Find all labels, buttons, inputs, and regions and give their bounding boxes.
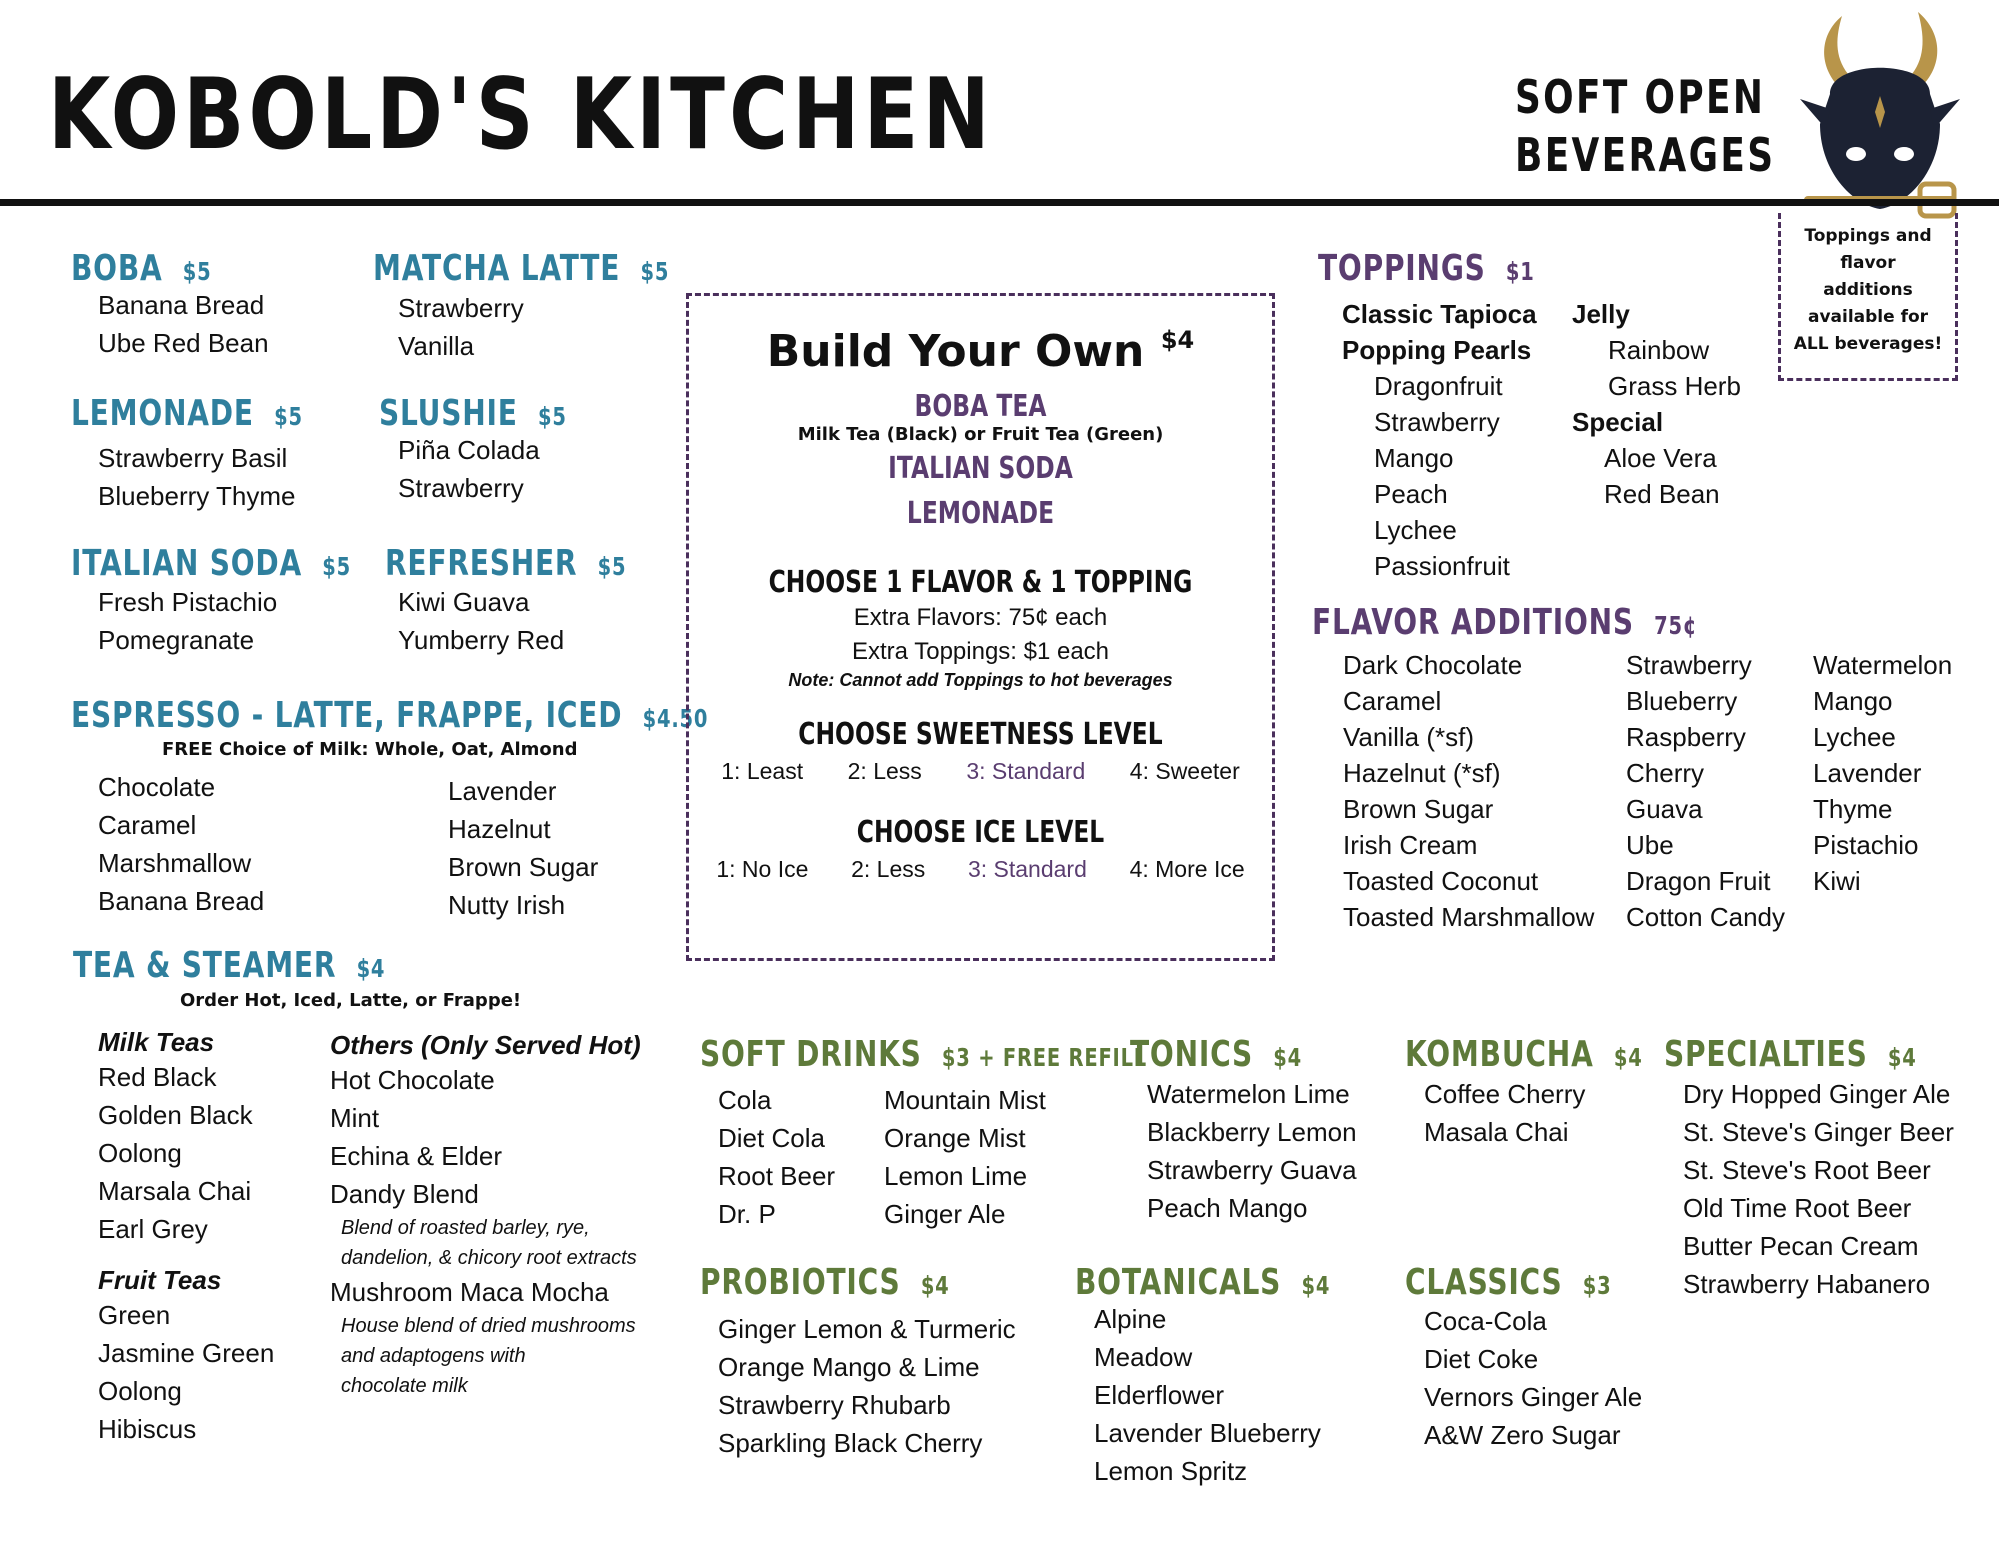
section-name: TEA & STEAMER: [73, 945, 337, 986]
section-title-espresso: [71, 695, 708, 736]
list-item: Grass Herb: [1608, 371, 1741, 401]
list-item: Mushroom Maca Mocha: [330, 1277, 609, 1307]
list-item: Lychee: [1374, 515, 1457, 545]
list-item: Fresh Pistachio: [98, 587, 278, 617]
sweetness-option: 1: Least: [721, 758, 804, 784]
section-price: $5: [322, 552, 351, 581]
list-item: St. Steve's Root Beer: [1683, 1155, 1931, 1185]
list-item: Green: [98, 1300, 171, 1330]
list-item: Toasted Coconut: [1343, 866, 1539, 896]
header-divider: [0, 199, 1999, 206]
flavor-list-3: [1813, 647, 1952, 899]
section-price: $1: [1505, 257, 1535, 286]
soft-drinks-list-1: [718, 1081, 835, 1233]
list-item: Kiwi Guava: [398, 587, 530, 617]
section-name: MATCHA LATTE: [373, 248, 621, 289]
probiotics-list: [718, 1310, 1016, 1462]
list-item: Piña Colada: [398, 435, 540, 465]
list-item: Raspberry: [1626, 722, 1746, 752]
slushie-list: [398, 431, 540, 507]
list-item: Pistachio: [1813, 830, 1919, 860]
additions-note: [1778, 213, 1958, 381]
section-title-refresher: [385, 543, 626, 584]
list-item: Ube: [1626, 830, 1674, 860]
section-name: TOPPINGS: [1318, 248, 1486, 289]
item-description: chocolate milk: [341, 1375, 468, 1397]
espresso-list-1: [98, 768, 264, 920]
milk-teas-heading: Milk Teas: [98, 1027, 215, 1057]
matcha-list: [398, 289, 524, 365]
tea-subtitle: Order Hot, Iced, Latte, or Frappe!: [180, 990, 522, 1011]
list-item: Rainbow: [1608, 335, 1710, 365]
milk-teas: [98, 1027, 253, 1248]
note-line: Toppings and: [1804, 226, 1932, 246]
topping-category: Special: [1572, 407, 1664, 437]
section-title-boba: [71, 248, 212, 289]
section-price: $5: [597, 552, 627, 581]
topping-category: Popping Pearls: [1342, 335, 1532, 365]
section-name: FLAVOR ADDITIONS: [1312, 602, 1634, 643]
list-item: Hibiscus: [98, 1414, 197, 1444]
byo-base-italian-soda: ITALIAN SODA: [888, 451, 1073, 486]
byo-title: Build Your Own: [766, 326, 1145, 377]
list-item: Sparkling Black Cherry: [718, 1428, 983, 1458]
list-item: Blueberry Thyme: [98, 481, 296, 511]
section-name: KOMBUCHA: [1405, 1034, 1594, 1075]
section-title-specialties: [1664, 1034, 1917, 1075]
section-price: $5: [640, 257, 670, 286]
lemonade-list: [98, 439, 296, 515]
byo-choose-flavor: CHOOSE 1 FLAVOR & 1 TOPPING: [768, 565, 1193, 600]
byo-ice-heading: CHOOSE ICE LEVEL: [856, 815, 1105, 850]
page-title: KOBOLD'S KITCHEN: [48, 58, 994, 172]
page-subtitle: [1515, 68, 1775, 184]
sweetness-option-standard: 3: Standard: [966, 758, 1086, 784]
list-item: Strawberry: [1626, 650, 1752, 680]
list-item: Strawberry: [398, 473, 524, 503]
list-item: Dark Chocolate: [1343, 650, 1523, 680]
byo-extra-toppings: Extra Toppings: $1 each: [851, 638, 1110, 665]
list-item: Strawberry Rhubarb: [718, 1390, 951, 1420]
list-item: Mint: [330, 1103, 380, 1133]
list-item: Elderflower: [1094, 1380, 1225, 1410]
list-item: Guava: [1626, 794, 1703, 824]
list-item: Nutty Irish: [448, 890, 566, 920]
list-item: Peach Mango: [1147, 1193, 1308, 1223]
list-item: Vanilla: [398, 331, 475, 361]
list-item: Lemon Lime: [884, 1161, 1028, 1191]
subtitle-line: BEVERAGES: [1515, 128, 1776, 182]
list-item: Meadow: [1094, 1342, 1193, 1372]
item-description: Blend of roasted barley, rye,: [341, 1217, 590, 1239]
list-item: Peach: [1374, 479, 1448, 509]
section-title-matcha: [373, 248, 669, 289]
section-title-kombucha: [1405, 1034, 1643, 1075]
list-item: Dr. P: [718, 1199, 776, 1229]
item-description: House blend of dried mushrooms: [341, 1315, 636, 1337]
espresso-subtitle: FREE Choice of Milk: Whole, Oat, Almond: [162, 739, 578, 760]
list-item: Caramel: [98, 810, 197, 840]
list-item: Red Bean: [1604, 479, 1720, 509]
section-title-probiotics: [700, 1262, 950, 1303]
byo-base-lemonade: LEMONADE: [906, 496, 1055, 531]
flavor-list-1: [1343, 647, 1594, 935]
list-item: St. Steve's Ginger Beer: [1683, 1117, 1954, 1147]
subtitle-line: SOFT OPEN: [1515, 70, 1766, 124]
byo-base-boba: BOBA TEA: [914, 389, 1047, 424]
list-item: Alpine: [1094, 1304, 1167, 1334]
section-price: $5: [182, 257, 212, 286]
list-item: Lychee: [1813, 722, 1896, 752]
list-item: Marsala Chai: [98, 1176, 252, 1206]
list-item: Strawberry Guava: [1147, 1155, 1357, 1185]
list-item: Dragonfruit: [1374, 371, 1503, 401]
byo-extra-flavors: Extra Flavors: 75¢ each: [853, 604, 1108, 631]
list-item: Yumberry Red: [398, 625, 565, 655]
list-item: Banana Bread: [98, 886, 265, 916]
section-title-flavor-additions: [1312, 602, 1697, 643]
section-title-lemonade: [71, 393, 303, 434]
other-teas: [330, 1030, 641, 1401]
list-item: Toasted Marshmallow: [1343, 902, 1595, 932]
section-price: $4: [1301, 1271, 1331, 1300]
section-price: $3: [1582, 1271, 1612, 1300]
soft-drinks-list-2: [884, 1081, 1046, 1233]
list-item: Vanilla (*sf): [1343, 722, 1475, 752]
section-name: REFRESHER: [385, 543, 578, 584]
list-item: Thyme: [1813, 794, 1893, 824]
section-price: $3 + FREE REFILL: [941, 1043, 1148, 1072]
list-item: Orange Mango & Lime: [718, 1352, 980, 1382]
italian-soda-list: [98, 583, 277, 659]
section-name: TONICS: [1130, 1034, 1254, 1075]
list-item: Hazelnut: [448, 814, 551, 844]
sweetness-option: 4: Sweeter: [1129, 758, 1240, 784]
byo-base-boba-sub: Milk Tea (Black) or Fruit Tea (Green): [797, 424, 1164, 445]
section-name: BOBA: [71, 248, 163, 289]
list-item: Hazelnut (*sf): [1343, 758, 1501, 788]
list-item: Strawberry Basil: [98, 443, 288, 473]
sweetness-option: 2: Less: [847, 758, 922, 784]
list-item: Cola: [718, 1085, 772, 1115]
list-item: Lavender Blueberry: [1094, 1418, 1321, 1448]
section-name: SOFT DRINKS: [700, 1034, 922, 1075]
boba-list: [98, 286, 269, 362]
section-price: $5: [538, 402, 567, 431]
list-item: Passionfruit: [1374, 551, 1510, 581]
list-item: Orange Mist: [884, 1123, 1026, 1153]
list-item: Ube Red Bean: [98, 328, 269, 358]
section-name: LEMONADE: [71, 393, 254, 434]
list-item: Dry Hopped Ginger Ale: [1683, 1079, 1951, 1109]
others-heading: Others (Only Served Hot): [330, 1030, 641, 1060]
section-title-tea: [73, 945, 385, 986]
flavor-list-2: [1626, 647, 1785, 935]
list-item: Butter Pecan Cream: [1683, 1231, 1919, 1261]
list-item: Chocolate: [98, 772, 216, 802]
section-price: $4: [1273, 1043, 1302, 1072]
list-item: Aloe Vera: [1604, 443, 1717, 473]
section-price: $4.50: [642, 704, 709, 733]
byo-note: Note: Cannot add Toppings to hot beverages: [788, 670, 1173, 690]
section-price: $4: [1613, 1043, 1643, 1072]
list-item: Oolong: [98, 1376, 182, 1406]
list-item: Mango: [1813, 686, 1893, 716]
list-item: Coca-Cola: [1424, 1306, 1547, 1336]
list-item: Lemon Spritz: [1094, 1456, 1248, 1486]
list-item: Coffee Cherry: [1424, 1079, 1586, 1109]
byo-price: $4: [1160, 326, 1195, 354]
note-line: available for: [1807, 307, 1929, 327]
list-item: Strawberry: [398, 293, 524, 323]
list-item: Diet Cola: [718, 1123, 825, 1153]
section-title-soft-drinks: [700, 1034, 1147, 1075]
list-item: Oolong: [98, 1138, 182, 1168]
section-title-classics: [1405, 1262, 1611, 1303]
item-description: and adaptogens with: [341, 1345, 526, 1367]
list-item: Ginger Ale: [884, 1199, 1006, 1229]
list-item: Blueberry: [1626, 686, 1738, 716]
list-item: Jasmine Green: [98, 1338, 275, 1368]
refresher-list: [398, 583, 564, 659]
list-item: Pomegranate: [98, 625, 255, 655]
list-item: Mountain Mist: [884, 1085, 1046, 1115]
list-item: Irish Cream: [1343, 830, 1478, 860]
sweetness-levels: [689, 758, 1272, 785]
list-item: Kiwi: [1813, 866, 1861, 896]
section-name: ITALIAN SODA: [71, 543, 303, 584]
fruit-teas: [98, 1265, 274, 1448]
list-item: Cotton Candy: [1626, 902, 1785, 932]
note-line: flavor: [1840, 253, 1896, 273]
note-line: ALL beverages!: [1793, 334, 1943, 354]
byo-sweetness-heading: CHOOSE SWEETNESS LEVEL: [798, 717, 1163, 752]
list-item: Mango: [1374, 443, 1454, 473]
list-item: Cherry: [1626, 758, 1705, 788]
ice-option: 2: Less: [851, 856, 926, 882]
list-item: Ginger Lemon & Turmeric: [718, 1314, 1016, 1344]
list-item: Brown Sugar: [448, 852, 599, 882]
note-line: additions: [1823, 280, 1913, 300]
section-price: $4: [356, 954, 386, 983]
classics-list: [1424, 1302, 1642, 1454]
section-title-slushie: [379, 393, 567, 434]
build-your-own-box: [686, 293, 1275, 961]
specialties-list: [1683, 1075, 1954, 1303]
item-description: dandelion, & chicory root extracts: [341, 1247, 637, 1269]
section-name: ESPRESSO - LATTE, FRAPPE, ICED: [71, 695, 623, 736]
list-item: Lavender: [448, 776, 557, 806]
list-item: Old Time Root Beer: [1683, 1193, 1912, 1223]
fruit-teas-heading: Fruit Teas: [98, 1265, 222, 1295]
byo-title-row: [689, 326, 1272, 377]
section-name: PROBIOTICS: [700, 1262, 901, 1303]
ice-option: 1: No Ice: [716, 856, 809, 882]
list-item: Lavender: [1813, 758, 1922, 788]
section-name: SPECIALTIES: [1664, 1034, 1868, 1075]
list-item: Diet Coke: [1424, 1344, 1539, 1374]
ice-option-standard: 3: Standard: [967, 856, 1087, 882]
list-item: Masala Chai: [1424, 1117, 1569, 1147]
list-item: Banana Bread: [98, 290, 265, 320]
ice-levels: [689, 856, 1272, 883]
list-item: Dandy Blend: [330, 1179, 479, 1209]
section-price: $4: [920, 1271, 950, 1300]
list-item: Hot Chocolate: [330, 1065, 495, 1095]
section-name: SLUSHIE: [379, 393, 518, 434]
list-item: Red Black: [98, 1062, 217, 1092]
section-title-tonics: [1130, 1034, 1302, 1075]
topping-category: Classic Tapioca: [1342, 299, 1537, 329]
list-item: Blackberry Lemon: [1147, 1117, 1357, 1147]
section-price: $5: [274, 402, 303, 431]
list-item: Watermelon Lime: [1147, 1079, 1350, 1109]
list-item: Brown Sugar: [1343, 794, 1494, 824]
toppings-list-2: [1572, 296, 1741, 512]
topping-category: Jelly: [1572, 299, 1630, 329]
toppings-list-1: [1342, 296, 1537, 584]
botanicals-list: [1094, 1300, 1321, 1490]
list-item: Root Beer: [718, 1161, 836, 1191]
list-item: Caramel: [1343, 686, 1442, 716]
list-item: Watermelon: [1813, 650, 1953, 680]
section-name: BOTANICALS: [1075, 1262, 1282, 1303]
list-item: Dragon Fruit: [1626, 866, 1771, 896]
section-title-botanicals: [1075, 1262, 1330, 1303]
list-item: Strawberry Habanero: [1683, 1269, 1931, 1299]
kobold-mascot-icon: [1790, 4, 1970, 226]
ice-option: 4: More Ice: [1129, 856, 1245, 882]
list-item: Echina & Elder: [330, 1141, 502, 1171]
espresso-list-2: [448, 772, 598, 924]
list-item: Vernors Ginger Ale: [1424, 1382, 1643, 1412]
section-title-italian-soda: [71, 543, 351, 584]
section-price: $4: [1887, 1043, 1917, 1072]
list-item: Strawberry: [1374, 407, 1500, 437]
section-price: 75¢: [1654, 611, 1698, 640]
list-item: Golden Black: [98, 1100, 253, 1130]
list-item: Marshmallow: [98, 848, 252, 878]
list-item: A&W Zero Sugar: [1424, 1420, 1621, 1450]
section-name: CLASSICS: [1405, 1262, 1563, 1303]
kombucha-list: [1424, 1075, 1585, 1151]
section-title-toppings: [1318, 248, 1535, 289]
list-item: Earl Grey: [98, 1214, 208, 1244]
tonics-list: [1147, 1075, 1357, 1227]
